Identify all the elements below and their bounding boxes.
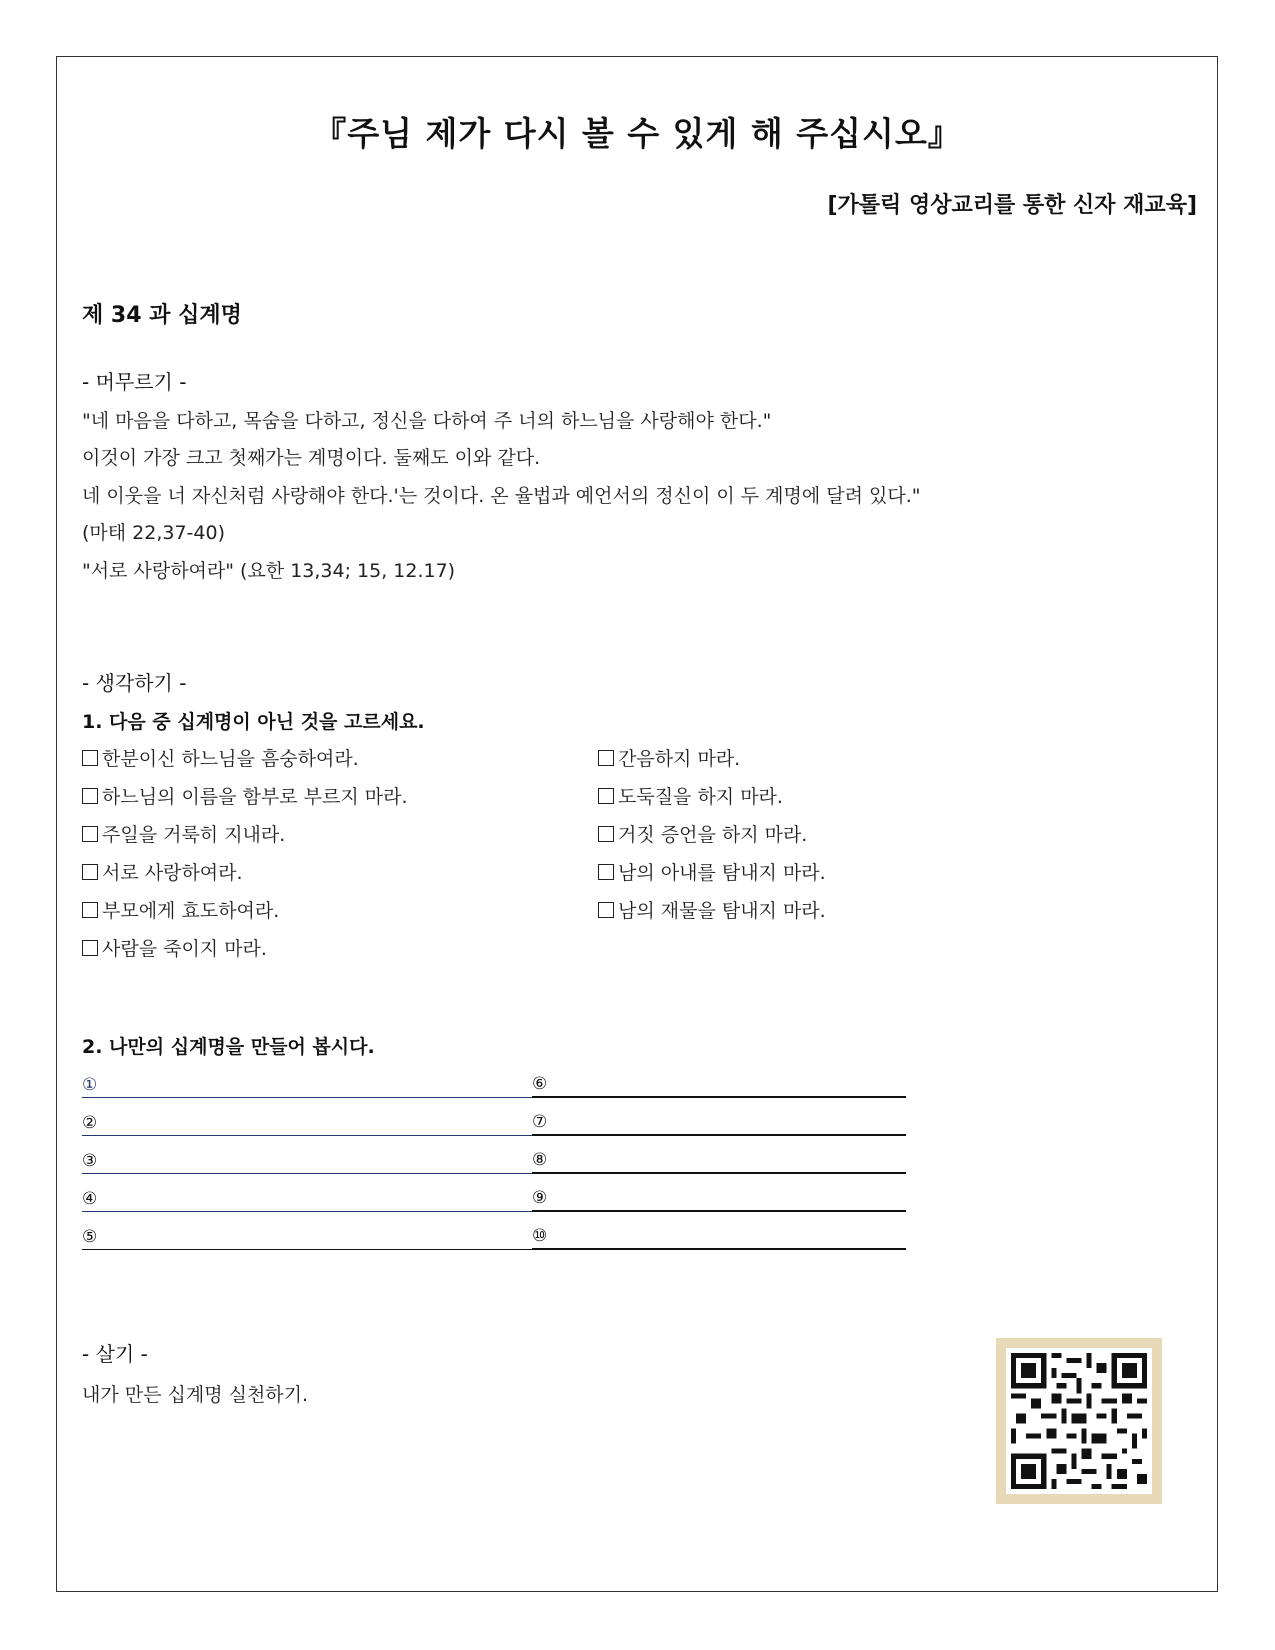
checkbox-icon[interactable] xyxy=(82,940,98,956)
commandment-blank[interactable]: ⑤ xyxy=(82,1220,532,1250)
checkbox-icon[interactable] xyxy=(598,864,614,880)
commandment-blank[interactable]: ⑩ xyxy=(532,1220,906,1250)
commandment-blank[interactable]: ① xyxy=(82,1068,532,1098)
question-1: 1. 다음 중 십계명이 아닌 것을 고르세요. xyxy=(82,711,425,733)
scripture-line: 이것이 가장 크고 첫째가는 계명이다. 둘째도 이와 같다. xyxy=(82,447,541,469)
option-checkbox[interactable]: 하느님의 이름을 함부로 부르지 마라. xyxy=(82,782,408,809)
checkbox-icon[interactable] xyxy=(82,902,98,918)
commandment-blank[interactable]: ⑦ xyxy=(532,1106,906,1136)
option-checkbox[interactable]: 사람을 죽이지 마라. xyxy=(82,934,267,961)
option-checkbox[interactable]: 서로 사랑하여라. xyxy=(82,858,243,885)
checkbox-icon[interactable] xyxy=(598,788,614,804)
practice-text: 내가 만든 십계명 실천하기. xyxy=(82,1384,309,1406)
commandment-blank[interactable]: ⑨ xyxy=(532,1182,906,1212)
section-heading-live: - 살기 - xyxy=(82,1342,148,1366)
scripture-line: 네 이웃을 너 자신처럼 사랑해야 한다.'는 것이다. 온 율법과 예언서의 정신이 이 두 계명에 달려 있다." xyxy=(82,485,921,507)
checkbox-icon[interactable] xyxy=(598,826,614,842)
commandment-blank[interactable]: ② xyxy=(82,1106,532,1136)
lesson-title: 제 34 과 십계명 xyxy=(82,303,242,328)
scripture-line: "네 마음을 다하고, 목숨을 다하고, 정신을 다하여 주 너의 하느님을 사랑해야 한다." xyxy=(82,410,772,432)
commandment-blank[interactable]: ④ xyxy=(82,1182,532,1212)
checkbox-icon[interactable] xyxy=(82,750,98,766)
checkbox-icon[interactable] xyxy=(82,788,98,804)
qr-code-icon xyxy=(1006,1348,1152,1494)
checkbox-icon[interactable] xyxy=(598,750,614,766)
checkbox-icon[interactable] xyxy=(598,902,614,918)
commandment-blank[interactable]: ⑧ xyxy=(532,1144,906,1174)
commandment-blank[interactable]: ③ xyxy=(82,1144,532,1174)
option-checkbox[interactable]: 남의 재물을 탐내지 마라. xyxy=(598,896,826,923)
option-checkbox[interactable]: 거짓 증언을 하지 마라. xyxy=(598,820,807,847)
option-checkbox[interactable]: 부모에게 효도하여라. xyxy=(82,896,279,923)
page-title: 『주님 제가 다시 볼 수 있게 해 주십시오』 xyxy=(313,114,962,153)
option-checkbox[interactable]: 간음하지 마라. xyxy=(598,744,740,771)
option-checkbox[interactable]: 남의 아내를 탐내지 마라. xyxy=(598,858,826,885)
scripture-reference: (마태 22,37-40) xyxy=(82,522,225,544)
qr-code[interactable] xyxy=(996,1338,1162,1504)
option-checkbox[interactable]: 도둑질을 하지 마라. xyxy=(598,782,783,809)
checkbox-icon[interactable] xyxy=(82,826,98,842)
page-subtitle: [가톨릭 영상교리를 통한 신자 재교육] xyxy=(827,193,1197,218)
scripture-line: "서로 사랑하여라" (요한 13,34; 15, 12.17) xyxy=(82,560,456,582)
section-heading-think: - 생각하기 - xyxy=(82,671,187,695)
section-heading-stay: - 머무르기 - xyxy=(82,370,187,394)
checkbox-icon[interactable] xyxy=(82,864,98,880)
option-checkbox[interactable]: 한분이신 하느님을 흠숭하여라. xyxy=(82,744,359,771)
question-2: 2. 나만의 십계명을 만들어 봅시다. xyxy=(82,1036,375,1058)
option-checkbox[interactable]: 주일을 거룩히 지내라. xyxy=(82,820,285,847)
commandment-blank[interactable]: ⑥ xyxy=(532,1068,906,1098)
